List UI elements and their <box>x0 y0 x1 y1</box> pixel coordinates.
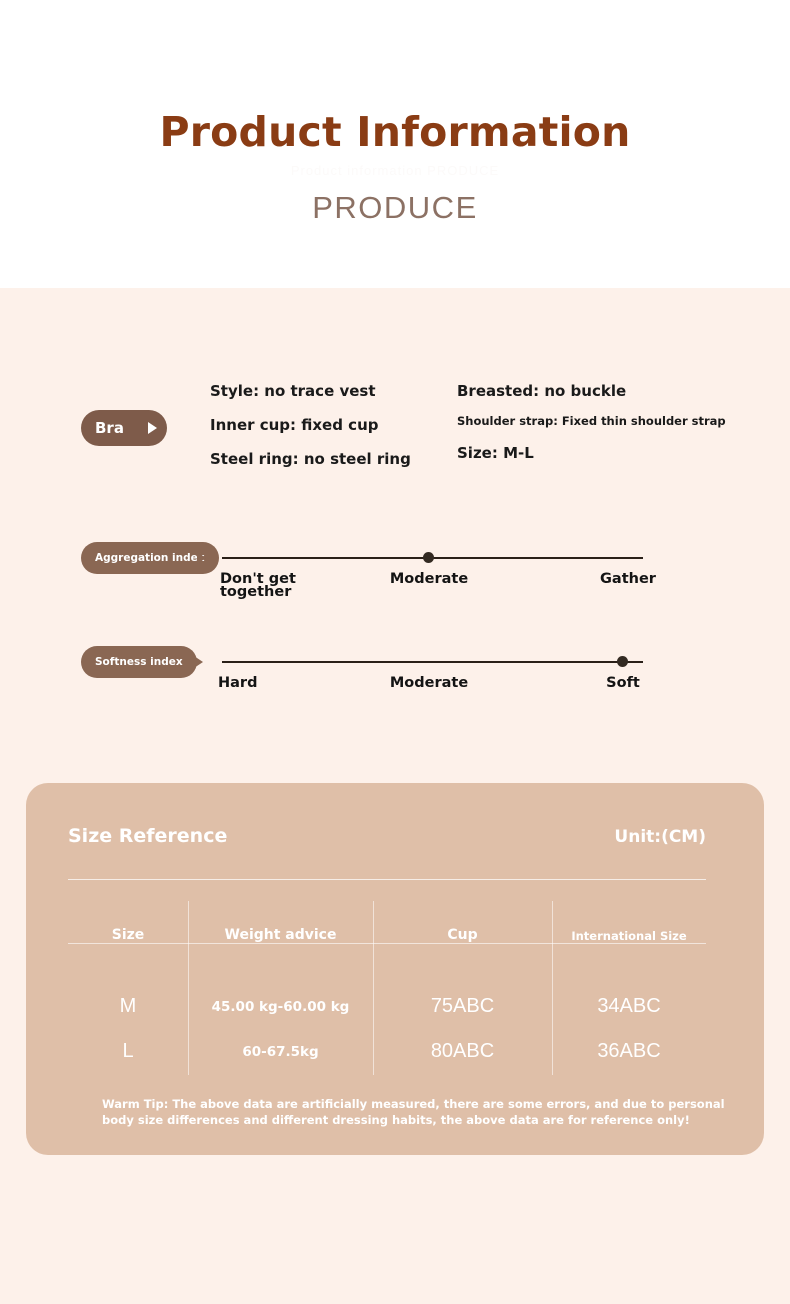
cell-cup: 75ABC <box>430 995 495 1017</box>
softness-index-thumb[interactable] <box>617 656 628 667</box>
softness-label-right: Soft <box>606 675 640 691</box>
triangle-right-icon <box>148 422 157 434</box>
spec-item-style: Style: no trace vest <box>210 382 376 400</box>
table-column-divider-2 <box>373 901 374 1075</box>
table-column-divider-1 <box>188 901 189 1075</box>
warm-tip-text: Warm Tip: The above data are artificially measured, there are some errors, and due to personal body size differences and different dressing habits, the above data are for reference only! <box>102 1097 725 1127</box>
cell-international-size: 34ABC <box>597 995 661 1017</box>
aggregation-label-right: Gather <box>600 571 656 587</box>
softness-index-track[interactable] <box>222 661 643 663</box>
page-title-ghost-text: Product information PRODUCE <box>290 163 500 178</box>
softness-badge-arrow-icon <box>194 656 203 668</box>
softness-label-left: Hard <box>218 675 258 691</box>
spec-item-inner-cup: Inner cup: fixed cup <box>210 416 379 434</box>
softness-label-middle: Moderate <box>389 675 469 691</box>
spec-column-left <box>210 382 411 484</box>
spec-item-breasted: Breasted: no buckle <box>457 382 627 400</box>
category-badge-bra[interactable] <box>81 410 167 446</box>
table-header-size: Size <box>111 927 145 943</box>
table-row <box>68 984 706 1029</box>
table-header-international-size: International Size <box>571 929 687 943</box>
cell-size: L <box>122 1040 134 1062</box>
aggregation-badge-arrow-icon <box>197 552 206 564</box>
cell-weight: 45.00 kg-60.00 kg <box>211 998 350 1015</box>
table-header-cup: Cup <box>447 927 478 943</box>
category-badge-label: Bra <box>95 419 124 437</box>
table-header-weight-advice: Weight advice <box>224 927 337 943</box>
size-table <box>68 901 706 1074</box>
table-row <box>68 1029 706 1074</box>
cell-international-size: 36ABC <box>597 1040 661 1062</box>
page-subtitle: PRODUCE <box>312 190 478 225</box>
aggregation-label-left: Don't get together <box>220 571 296 600</box>
cell-size: M <box>119 995 137 1017</box>
table-column-divider-3 <box>552 901 553 1075</box>
softness-index-badge[interactable] <box>81 646 197 678</box>
softness-index-badge-label: Softness index <box>95 656 183 668</box>
table-spacer <box>68 944 706 984</box>
cell-cup: 80ABC <box>430 1040 495 1062</box>
aggregation-index-badge-label: Aggregation index <box>95 552 205 564</box>
spec-column-right <box>457 382 726 476</box>
page-title: Product Information <box>159 108 631 156</box>
table-header-row <box>68 901 706 943</box>
header-band <box>0 0 790 288</box>
size-reference-title: Size Reference <box>68 825 228 847</box>
cell-weight: 60-67.5kg <box>242 1043 319 1060</box>
aggregation-index-thumb[interactable] <box>423 552 434 563</box>
size-reference-header <box>68 825 706 847</box>
spec-item-size: Size: M-L <box>457 444 534 462</box>
header-divider <box>68 879 706 880</box>
spec-item-shoulder-strap: Shoulder strap: Fixed thin shoulder strap <box>457 414 726 428</box>
aggregation-label-middle: Moderate <box>389 571 469 587</box>
spec-item-steel-ring: Steel ring: no steel ring <box>210 450 411 468</box>
size-reference-unit: Unit:(CM) <box>614 827 706 847</box>
